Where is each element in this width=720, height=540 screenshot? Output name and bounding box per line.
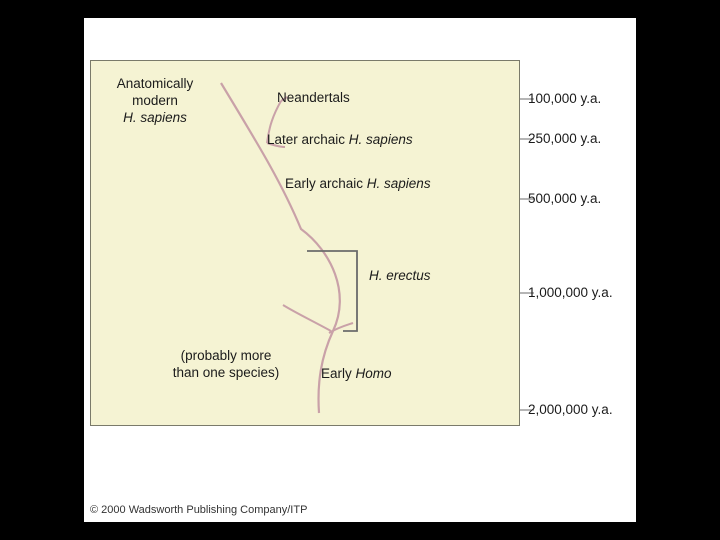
timescale-ticks <box>520 60 540 426</box>
later-archaic-label <box>267 131 413 148</box>
diagram-panel <box>90 60 520 426</box>
early-homo-label <box>321 365 392 382</box>
early-homo-species: Homo <box>355 366 392 381</box>
timescale-label-100k: 100,000 y.a. <box>528 91 602 106</box>
modern-sapiens-line3: H. sapiens <box>123 110 187 125</box>
modern-sapiens-label <box>101 75 209 126</box>
early-homo-prefix: Early <box>321 366 356 381</box>
early-archaic-species: H. sapiens <box>366 176 431 191</box>
timescale-label-500k: 500,000 y.a. <box>528 191 602 206</box>
early-archaic-prefix: Early archaic <box>285 176 367 191</box>
probably-more-species-label <box>151 347 301 381</box>
slide <box>84 18 636 522</box>
later-archaic-prefix: Later archaic <box>267 132 349 147</box>
neandertals-label: Neandertals <box>277 90 350 105</box>
modern-sapiens-line1: Anatomically <box>116 76 194 91</box>
timescale-label-2m: 2,000,000 y.a. <box>528 402 613 417</box>
later-archaic-species: H. sapiens <box>348 132 413 147</box>
erectus-label: H. erectus <box>369 268 431 283</box>
timescale-label-250k: 250,000 y.a. <box>528 131 602 146</box>
copyright-notice: © 2000 Wadsworth Publishing Company/ITP <box>90 504 308 516</box>
modern-sapiens-line2: modern <box>132 93 178 108</box>
erectus-bracket <box>307 251 357 331</box>
early-homo-side-branch <box>283 305 331 331</box>
probably-line1: (probably more <box>180 348 272 363</box>
timescale-label-1m: 1,000,000 y.a. <box>528 285 613 300</box>
probably-line2: than one species) <box>172 365 280 380</box>
early-archaic-label <box>285 175 431 192</box>
